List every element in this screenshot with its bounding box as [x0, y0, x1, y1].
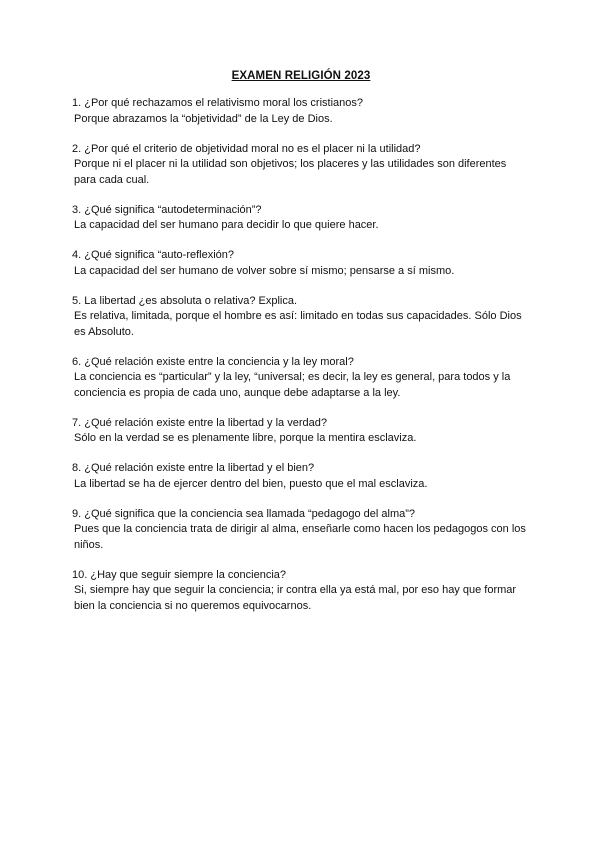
- answer-8: La libertad se ha de ejercer dentro del bien, puesto que el mal esclaviza.: [74, 477, 428, 490]
- qa-item-7: [72, 416, 530, 447]
- answer-3: La capacidad del ser humano para decidir lo que quiere hacer.: [74, 219, 379, 231]
- question-9: 9. ¿Qué significa que la conciencia sea llamada “pedagogo del alma”?: [72, 507, 416, 520]
- qa-item-2: [72, 142, 530, 189]
- answer-10: Si, siempre hay que seguir la conciencia; ir contra ella ya está mal, por eso hay que formar bien la conciencia si no queremos equivocarnos.: [74, 584, 517, 612]
- qa-item-4: [72, 248, 530, 279]
- answer-5: Es relativa, limitada, porque el hombre es así: limitado en todas sus capacidades. Sólo Dios es Absoluto.: [74, 310, 522, 338]
- question-4: 4. ¿Qué significa “auto-reflexión?: [72, 249, 235, 261]
- answer-9: Pues que la conciencia trata de dirigir al alma, enseñarle como hacen los pedagogos con los niños.: [74, 523, 526, 551]
- question-3: 3. ¿Qué significa “autodeterminación”?: [72, 203, 262, 216]
- answer-6: La conciencia es “particular” y la ley, “universal; es decir, la ley es general, para todos y la conciencia es propia de cada uno, aunque debe adaptarse a la ley.: [74, 371, 511, 399]
- question-1: 1. ¿Por qué rechazamos el relativismo moral los cristianos?: [72, 97, 364, 109]
- qa-item-8: [72, 461, 530, 492]
- answer-7: Sólo en la verdad se es plenamente libre, porque la mentira esclaviza.: [74, 432, 417, 444]
- qa-item-5: [72, 294, 530, 341]
- question-2: 2. ¿Por qué el criterio de objetividad moral no es el placer ni la utilidad?: [72, 142, 421, 155]
- qa-item-1: [72, 96, 530, 127]
- question-6: 6. ¿Qué relación existe entre la conciencia y la ley moral?: [72, 355, 354, 368]
- question-7: 7. ¿Qué relación existe entre la libertad y la verdad?: [72, 416, 327, 429]
- qa-item-3: [72, 203, 530, 234]
- answer-2: Porque ni el placer ni la utilidad son objetivos; los placeres y las utilidades son diferentes para cada cual.: [74, 158, 507, 186]
- exam-title: EXAMEN RELIGIÓN 2023: [231, 70, 371, 82]
- qa-item-10: [72, 568, 530, 615]
- qa-item-9: [72, 507, 530, 554]
- answer-4: La capacidad del ser humano de volver sobre sí mismo; pensarse a sí mismo.: [74, 264, 455, 277]
- question-5: 5. La libertad ¿es absoluta o relativa? Explica.: [72, 294, 298, 307]
- answer-1: Porque abrazamos la “objetividad” de la Ley de Dios.: [74, 112, 333, 125]
- question-8: 8. ¿Qué relación existe entre la libertad y el bien?: [72, 462, 315, 474]
- qa-item-6: [72, 355, 530, 402]
- question-10: 10. ¿Hay que seguir siempre la conciencia?: [72, 568, 287, 581]
